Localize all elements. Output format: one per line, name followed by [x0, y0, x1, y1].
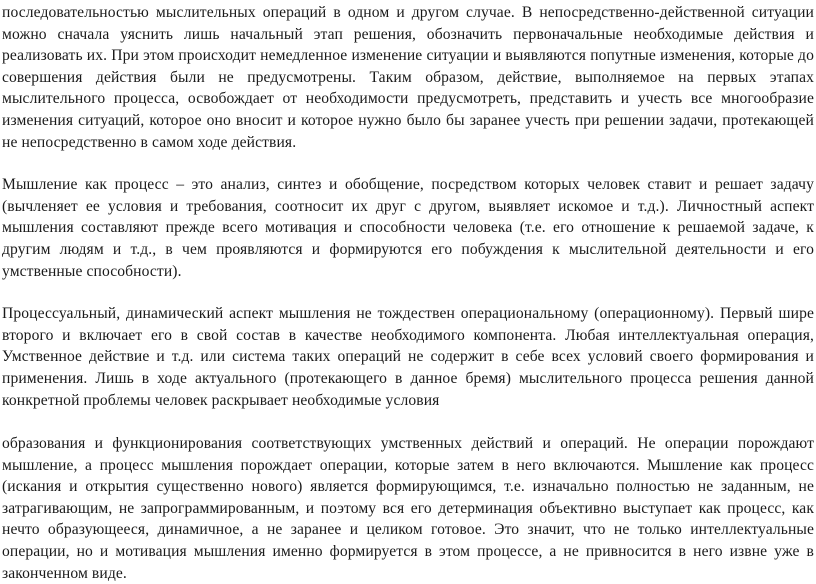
- paragraph-1: последовательностью мыслительных операций в одном и другом случае. В непосредственно-действенной ситуации можно сначала уяснить лишь начальный этап решения, обозначить первоначальные необходимые действия и реализовать их. При этом происходит немедленное изменение ситуации и выявляются попутные изменения, которые до совершения действия были не предусмотрены. Таким образом, действие, выполняемое на первых этапах мыслительного процесса, освобождает от необходимости предусмотреть, представить и учесть все многообразие изменения ситуаций, которое оно вносит и которое нужно было бы заранее учесть при решении задачи, протекающей не непосредственно в самом ходе действия.: [2, 4, 814, 151]
- paragraph-2: Мышление как процесс – это анализ, синтез и обобщение, посредством которых человек ставит и решает задачу (вычленяет ее условия и требования, соотносит их друг с другом, выявляет искомое и т.д.). Личностный аспект мышления составляют прежде всего мотивация и способности человека (т.е. его отношение к решаемой задаче, к другим людям и т.д., в чем проявляются и формируются его побуждения к мыслительной деятельности и его умственные способности).: [2, 176, 814, 280]
- paragraph-4: образования и функционирования соответствующих умственных действий и операций. Не операции порождают мышление, а процесс мышления порождает операции, которые затем в него включаются. Мышление как процесс (искания и открытия существенно нового) является формирующимся, т.е. изначально полностью не заданным, не затрагивающим, не запрограммированным, и поэтому вся его детерминация объективно выступает как процесс, как нечто образующееся, динамичное, а не заранее и целиком готовое. Это значит, что не только интеллектуальные операции, но и мотивация мышления именно формируется в этом процессе, а не привносится в него извне уже в законченном виде.: [2, 435, 814, 582]
- paragraph-3: Процессуальный, динамический аспект мышления не тождествен операциональному (операционному). Первый шире второго и включает его в свой состав в качестве необходимого компонента. Любая интеллектуальная операция, Умственное действие и т.д. или система таких операций не содержит в себе всех условий своего формирования и применения. Лишь в ходе актуального (протекающего в данное бремя) мыслительного процесса решения данной конкретной проблемы человек раскрывает необходимые условия: [2, 305, 814, 409]
